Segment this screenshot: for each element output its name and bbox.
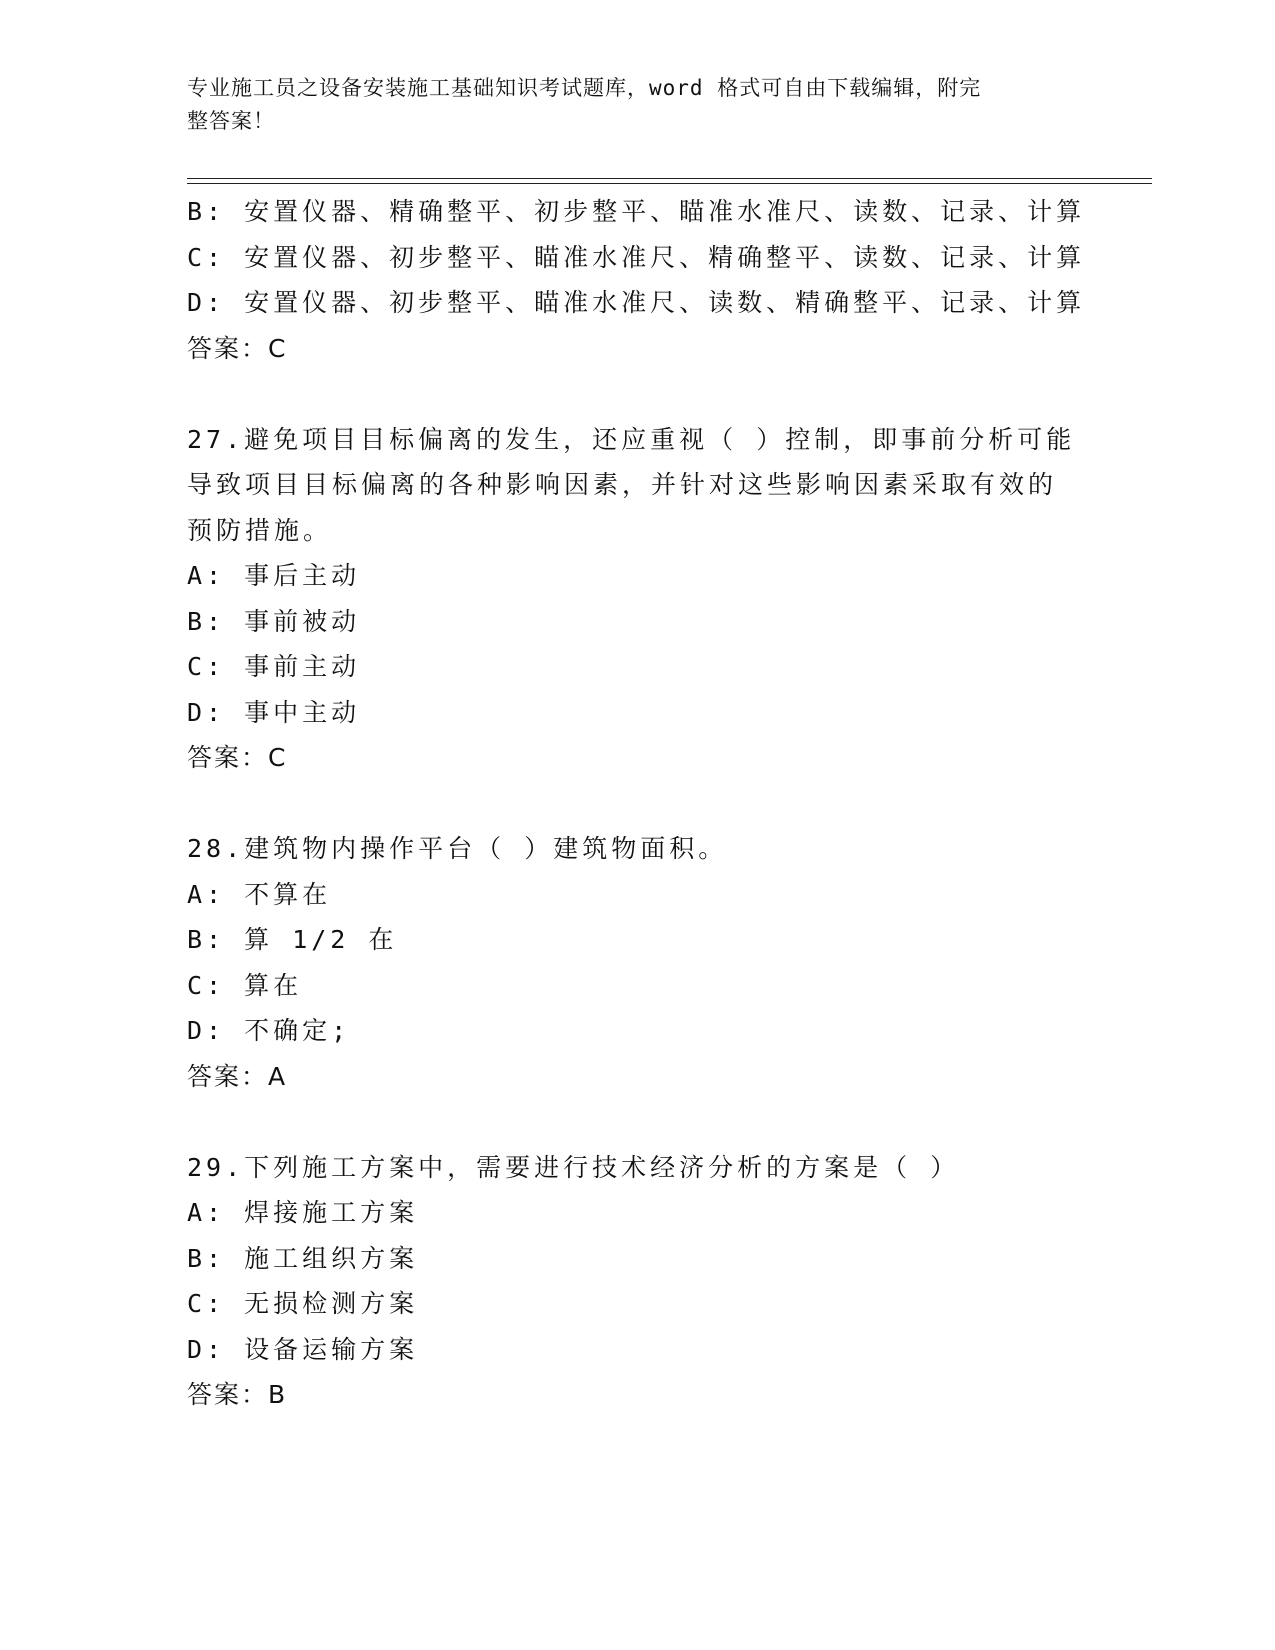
spacer — [187, 371, 1147, 417]
answer: 答案：C — [187, 743, 288, 772]
option-c: C: 安置仪器、初步整平、瞄准水准尺、精确整平、读数、记录、计算 — [187, 242, 1086, 272]
option-d: D: 安置仪器、初步整平、瞄准水准尺、读数、精确整平、记录、计算 — [187, 288, 1086, 317]
header-divider-bottom — [187, 183, 1152, 184]
option-c: C: 事前主动 — [187, 652, 361, 681]
answer: 答案：A — [187, 1061, 288, 1091]
question-stem-line-1: 27.避免项目目标偏离的发生，还应重视（ ）控制，即事前分析可能 — [187, 424, 1076, 454]
question-stem-line-1: 29.下列施工方案中，需要进行技术经济分析的方案是（ ） — [187, 1152, 960, 1182]
question-29 — [187, 1145, 1147, 1418]
option-b: B: 施工组织方案 — [187, 1243, 419, 1273]
option-b: B: 安置仪器、精确整平、初步整平、瞄准水准尺、读数、记录、计算 — [187, 197, 1086, 226]
question-stem-line-3: 预防措施。 — [187, 515, 333, 545]
option-d: D: 事中主动 — [187, 697, 361, 727]
question-28 — [187, 826, 1147, 1099]
option-d: D: 设备运输方案 — [187, 1334, 419, 1364]
answer: 答案：C — [187, 333, 288, 363]
option-a: A: 焊接施工方案 — [187, 1198, 419, 1227]
option-b: B: 算 1/2 在 — [187, 925, 398, 954]
option-c: C: 无损检测方案 — [187, 1289, 419, 1318]
document-header — [187, 72, 1067, 138]
spacer — [187, 781, 1147, 827]
header-title-line-1: 专业施工员之设备安装施工基础知识考试题库，word 格式可自由下载编辑，附完 — [187, 76, 982, 100]
answer: 答案：B — [187, 1380, 288, 1409]
header-divider-top — [187, 178, 1152, 179]
option-b: B: 事前被动 — [187, 606, 361, 636]
option-a: A: 不算在 — [187, 879, 332, 909]
question-26 — [187, 189, 1147, 371]
question-stem-line-1: 28.建筑物内操作平台（ ）建筑物面积。 — [187, 834, 728, 863]
header-title-line-2: 整答案！ — [187, 109, 275, 133]
question-stem-line-2: 导致项目目标偏离的各种影响因素，并针对这些影响因素采取有效的 — [187, 470, 1058, 499]
question-list — [187, 189, 1147, 1418]
option-c: C: 算在 — [187, 970, 303, 1000]
question-27 — [187, 417, 1147, 781]
spacer — [187, 1099, 1147, 1145]
option-d: D: 不确定; — [187, 1016, 351, 1045]
option-a: A: 事后主动 — [187, 561, 361, 590]
